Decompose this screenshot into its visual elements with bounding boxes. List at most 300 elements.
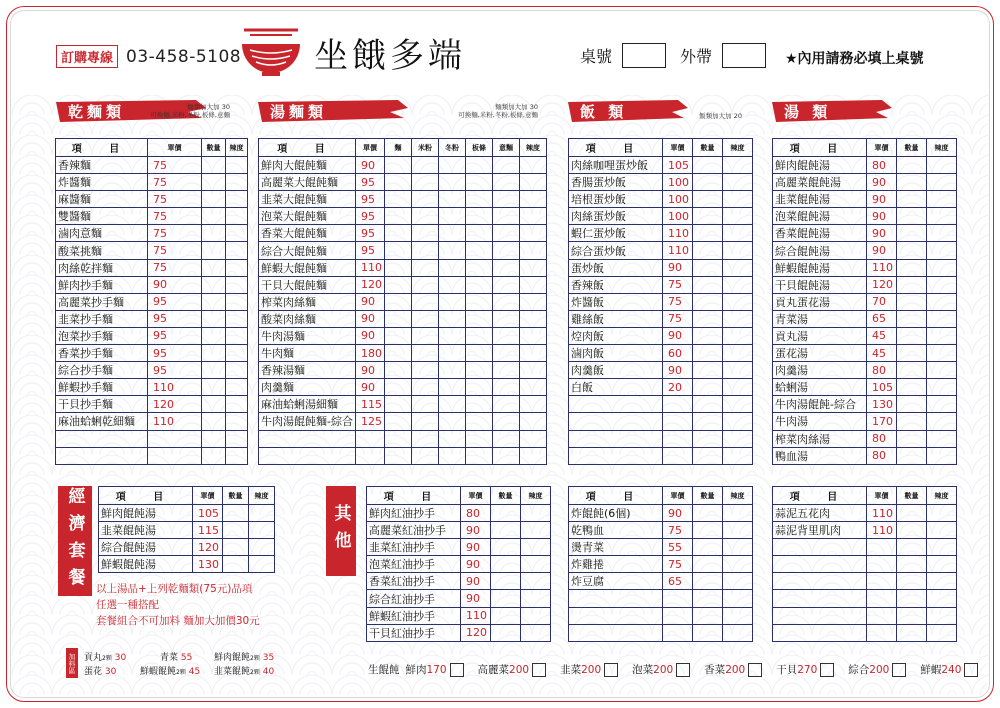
spicy-cell[interactable] <box>521 539 551 556</box>
table-row <box>56 413 248 430</box>
quantity-cell[interactable] <box>897 522 927 539</box>
spicy-cell[interactable] <box>519 379 546 396</box>
spicy-cell[interactable] <box>519 345 546 362</box>
quantity-cell[interactable] <box>202 430 226 447</box>
quantity-cell[interactable] <box>693 413 723 430</box>
item-price: 75 <box>148 191 202 208</box>
item-price: 90 <box>867 174 897 191</box>
quantity-cell[interactable] <box>202 327 226 344</box>
spicy-cell[interactable] <box>519 174 546 191</box>
spicy-cell[interactable] <box>927 276 957 293</box>
quantity-cell[interactable] <box>384 174 411 191</box>
quantity-cell[interactable] <box>693 310 723 327</box>
combo-note <box>96 581 260 629</box>
spicy-cell[interactable] <box>927 590 957 607</box>
quantity-cell[interactable] <box>897 505 927 522</box>
spicy-cell[interactable] <box>521 505 551 522</box>
quantity-cell[interactable] <box>384 379 411 396</box>
spicy-cell[interactable] <box>519 208 546 225</box>
quantity-cell[interactable] <box>693 505 723 522</box>
quantity-cell[interactable] <box>693 607 723 624</box>
spicy-cell[interactable] <box>521 573 551 590</box>
quantity-cell[interactable] <box>465 157 492 174</box>
quantity-cell[interactable] <box>411 208 438 225</box>
quantity-cell[interactable] <box>202 157 226 174</box>
quantity-cell[interactable] <box>492 396 519 413</box>
item-name: 炸餛飩(6個) <box>569 505 663 522</box>
spicy-cell[interactable] <box>927 225 957 242</box>
quantity-cell[interactable] <box>492 293 519 310</box>
quantity-cell[interactable] <box>465 345 492 362</box>
raw-wonton-checkbox[interactable] <box>532 663 546 677</box>
quantity-cell[interactable] <box>411 225 438 242</box>
quantity-cell[interactable] <box>897 225 927 242</box>
spicy-cell[interactable] <box>519 310 546 327</box>
quantity-cell[interactable] <box>384 293 411 310</box>
quantity-cell[interactable] <box>411 276 438 293</box>
quantity-cell[interactable] <box>384 327 411 344</box>
table-row <box>367 505 551 522</box>
quantity-cell[interactable] <box>202 191 226 208</box>
quantity-cell[interactable] <box>438 276 465 293</box>
quantity-cell[interactable] <box>491 573 521 590</box>
spicy-cell[interactable] <box>226 413 248 430</box>
addon-item <box>140 664 200 677</box>
quantity-cell[interactable] <box>202 396 226 413</box>
spicy-cell[interactable] <box>723 379 753 396</box>
spicy-cell[interactable] <box>927 379 957 396</box>
spicy-cell[interactable] <box>723 522 753 539</box>
quantity-cell[interactable] <box>465 327 492 344</box>
spicy-cell[interactable] <box>519 447 546 464</box>
quantity-cell[interactable] <box>384 276 411 293</box>
quantity-cell[interactable] <box>384 208 411 225</box>
spicy-cell[interactable] <box>723 208 753 225</box>
quantity-cell[interactable] <box>438 379 465 396</box>
quantity-cell[interactable] <box>411 430 438 447</box>
hotline <box>56 45 241 68</box>
quantity-cell[interactable] <box>438 293 465 310</box>
spicy-cell[interactable] <box>723 430 753 447</box>
item-name: 泡菜紅油抄手 <box>367 556 461 573</box>
spicy-cell[interactable] <box>519 362 546 379</box>
quantity-cell[interactable] <box>202 293 226 310</box>
quantity-cell[interactable] <box>492 191 519 208</box>
quantity-cell[interactable] <box>411 447 438 464</box>
quantity-cell[interactable] <box>693 556 723 573</box>
quantity-cell[interactable] <box>438 413 465 430</box>
quantity-cell[interactable] <box>465 208 492 225</box>
table-row <box>773 413 957 430</box>
quantity-cell[interactable] <box>492 379 519 396</box>
quantity-cell[interactable] <box>897 379 927 396</box>
quantity-cell[interactable] <box>491 556 521 573</box>
spicy-cell[interactable] <box>723 447 753 464</box>
spicy-cell[interactable] <box>226 191 248 208</box>
quantity-cell[interactable] <box>411 379 438 396</box>
table-number-input[interactable] <box>622 43 666 68</box>
spicy-cell[interactable] <box>927 191 957 208</box>
item-name: 干貝抄手麵 <box>56 396 148 413</box>
quantity-cell[interactable] <box>693 430 723 447</box>
quantity-cell[interactable] <box>492 310 519 327</box>
quantity-cell[interactable] <box>491 590 521 607</box>
quantity-cell[interactable] <box>897 539 927 556</box>
quantity-cell[interactable] <box>492 362 519 379</box>
spicy-cell[interactable] <box>519 276 546 293</box>
spicy-cell[interactable] <box>927 345 957 362</box>
quantity-cell[interactable] <box>897 573 927 590</box>
quantity-cell[interactable] <box>693 191 723 208</box>
quantity-cell[interactable] <box>693 396 723 413</box>
quantity-cell[interactable] <box>492 345 519 362</box>
spicy-cell[interactable] <box>519 191 546 208</box>
quantity-cell[interactable] <box>897 242 927 259</box>
spicy-cell[interactable] <box>723 362 753 379</box>
quantity-cell[interactable] <box>465 191 492 208</box>
quantity-cell[interactable] <box>693 242 723 259</box>
item-name: 蛋炒飯 <box>569 259 663 276</box>
quantity-cell[interactable] <box>411 157 438 174</box>
raw-wonton-item <box>632 662 690 677</box>
spicy-cell[interactable] <box>927 573 957 590</box>
quantity-cell[interactable] <box>202 225 226 242</box>
quantity-cell[interactable] <box>411 174 438 191</box>
quantity-cell[interactable] <box>693 259 723 276</box>
spicy-cell[interactable] <box>249 522 275 539</box>
quantity-cell[interactable] <box>491 607 521 624</box>
quantity-cell[interactable] <box>465 242 492 259</box>
spicy-cell[interactable] <box>519 242 546 259</box>
quantity-cell[interactable] <box>693 225 723 242</box>
quantity-cell[interactable] <box>465 430 492 447</box>
spicy-cell[interactable] <box>927 208 957 225</box>
spicy-cell[interactable] <box>927 607 957 624</box>
quantity-cell[interactable] <box>465 447 492 464</box>
quantity-cell[interactable] <box>693 362 723 379</box>
quantity-cell[interactable] <box>202 413 226 430</box>
quantity-cell[interactable] <box>897 590 927 607</box>
item-price: 90 <box>355 310 384 327</box>
quantity-cell[interactable] <box>202 310 226 327</box>
quantity-cell[interactable] <box>384 191 411 208</box>
spicy-cell[interactable] <box>226 430 248 447</box>
quantity-cell[interactable] <box>693 293 723 310</box>
spicy-cell[interactable] <box>723 573 753 590</box>
quantity-cell[interactable] <box>384 259 411 276</box>
quantity-cell[interactable] <box>411 396 438 413</box>
quantity-cell[interactable] <box>897 624 927 641</box>
quantity-cell[interactable] <box>411 293 438 310</box>
spicy-cell[interactable] <box>226 225 248 242</box>
spicy-cell[interactable] <box>927 624 957 641</box>
spicy-cell[interactable] <box>519 157 546 174</box>
quantity-cell[interactable] <box>384 345 411 362</box>
quantity-cell[interactable] <box>693 590 723 607</box>
quantity-cell[interactable] <box>465 174 492 191</box>
spicy-cell[interactable] <box>226 259 248 276</box>
hotline-number[interactable]: 03-458-5108 <box>126 46 242 67</box>
quantity-cell[interactable] <box>384 413 411 430</box>
quantity-cell[interactable] <box>491 505 521 522</box>
spicy-cell[interactable] <box>723 242 753 259</box>
quantity-cell[interactable] <box>693 522 723 539</box>
spicy-cell[interactable] <box>927 242 957 259</box>
quantity-cell[interactable] <box>492 225 519 242</box>
quantity-cell[interactable] <box>438 327 465 344</box>
quantity-cell[interactable] <box>693 208 723 225</box>
column-header-option: 麵 <box>384 139 411 157</box>
quantity-cell[interactable] <box>411 310 438 327</box>
spicy-cell[interactable] <box>723 556 753 573</box>
quantity-cell[interactable] <box>897 556 927 573</box>
spicy-cell[interactable] <box>226 310 248 327</box>
quantity-cell[interactable] <box>491 522 521 539</box>
spicy-cell[interactable] <box>723 310 753 327</box>
quantity-cell[interactable] <box>492 208 519 225</box>
quantity-cell[interactable] <box>897 345 927 362</box>
quantity-cell[interactable] <box>411 345 438 362</box>
spicy-cell[interactable] <box>723 276 753 293</box>
quantity-cell[interactable] <box>492 327 519 344</box>
spicy-cell[interactable] <box>723 327 753 344</box>
quantity-cell[interactable] <box>411 327 438 344</box>
spicy-cell[interactable] <box>249 556 275 573</box>
spicy-cell[interactable] <box>249 505 275 522</box>
spicy-cell[interactable] <box>226 157 248 174</box>
spicy-cell[interactable] <box>226 242 248 259</box>
quantity-cell[interactable] <box>897 174 927 191</box>
quantity-cell[interactable] <box>897 293 927 310</box>
quantity-cell[interactable] <box>384 157 411 174</box>
raw-wonton-checkbox[interactable] <box>748 663 762 677</box>
quantity-cell[interactable] <box>438 259 465 276</box>
quantity-cell[interactable] <box>223 505 249 522</box>
spicy-cell[interactable] <box>723 157 753 174</box>
quantity-cell[interactable] <box>202 259 226 276</box>
spicy-cell[interactable] <box>723 191 753 208</box>
spicy-cell[interactable] <box>519 259 546 276</box>
spicy-cell[interactable] <box>723 259 753 276</box>
quantity-cell[interactable] <box>384 396 411 413</box>
quantity-cell[interactable] <box>411 191 438 208</box>
quantity-cell[interactable] <box>465 276 492 293</box>
quantity-cell[interactable] <box>438 430 465 447</box>
item-name: 韭菜餛飩湯 <box>99 522 193 539</box>
spicy-cell[interactable] <box>723 413 753 430</box>
quantity-cell[interactable] <box>897 430 927 447</box>
quantity-cell[interactable] <box>384 430 411 447</box>
quantity-cell[interactable] <box>438 310 465 327</box>
quantity-cell[interactable] <box>492 259 519 276</box>
raw-wonton-checkbox[interactable] <box>892 663 906 677</box>
quantity-cell[interactable] <box>897 447 927 464</box>
spicy-cell[interactable] <box>226 174 248 191</box>
spicy-cell[interactable] <box>927 413 957 430</box>
spicy-cell[interactable] <box>226 276 248 293</box>
spicy-cell[interactable] <box>519 327 546 344</box>
spicy-cell[interactable] <box>723 396 753 413</box>
quantity-cell[interactable] <box>465 362 492 379</box>
spicy-cell[interactable] <box>927 447 957 464</box>
spicy-cell[interactable] <box>927 539 957 556</box>
quantity-cell[interactable] <box>438 208 465 225</box>
quantity-cell[interactable] <box>384 242 411 259</box>
quantity-cell[interactable] <box>693 327 723 344</box>
quantity-cell[interactable] <box>491 539 521 556</box>
quantity-cell[interactable] <box>465 225 492 242</box>
spicy-cell[interactable] <box>723 225 753 242</box>
quantity-cell[interactable] <box>465 259 492 276</box>
spicy-cell[interactable] <box>927 556 957 573</box>
quantity-cell[interactable] <box>438 345 465 362</box>
spicy-cell[interactable] <box>927 174 957 191</box>
quantity-cell[interactable] <box>693 539 723 556</box>
quantity-cell[interactable] <box>465 413 492 430</box>
quantity-cell[interactable] <box>202 174 226 191</box>
quantity-cell[interactable] <box>438 362 465 379</box>
quantity-cell[interactable] <box>897 607 927 624</box>
quantity-cell[interactable] <box>693 345 723 362</box>
raw-wonton-checkbox[interactable] <box>820 663 834 677</box>
quantity-cell[interactable] <box>897 191 927 208</box>
quantity-cell[interactable] <box>384 362 411 379</box>
table-row <box>569 225 753 242</box>
spicy-cell[interactable] <box>723 607 753 624</box>
spicy-cell[interactable] <box>226 327 248 344</box>
spicy-cell[interactable] <box>521 607 551 624</box>
spicy-cell[interactable] <box>927 396 957 413</box>
quantity-cell[interactable] <box>897 276 927 293</box>
quantity-cell[interactable] <box>465 396 492 413</box>
spicy-cell[interactable] <box>723 174 753 191</box>
spicy-cell[interactable] <box>723 505 753 522</box>
spicy-cell[interactable] <box>519 413 546 430</box>
quantity-cell[interactable] <box>384 310 411 327</box>
quantity-cell[interactable] <box>411 242 438 259</box>
quantity-cell[interactable] <box>897 327 927 344</box>
quantity-cell[interactable] <box>411 259 438 276</box>
raw-wonton-checkbox[interactable] <box>964 663 978 677</box>
raw-wonton-checkbox[interactable] <box>604 663 618 677</box>
quantity-cell[interactable] <box>897 157 927 174</box>
quantity-cell[interactable] <box>438 157 465 174</box>
spicy-cell[interactable] <box>927 327 957 344</box>
spicy-cell[interactable] <box>927 505 957 522</box>
spicy-cell[interactable] <box>226 379 248 396</box>
quantity-cell[interactable] <box>438 242 465 259</box>
spicy-cell[interactable] <box>723 624 753 641</box>
spicy-cell[interactable] <box>927 522 957 539</box>
quantity-cell[interactable] <box>223 556 249 573</box>
spicy-cell[interactable] <box>226 447 248 464</box>
spicy-cell[interactable] <box>927 310 957 327</box>
spicy-cell[interactable] <box>927 362 957 379</box>
quantity-cell[interactable] <box>897 396 927 413</box>
spicy-cell[interactable] <box>519 293 546 310</box>
quantity-cell[interactable] <box>897 208 927 225</box>
quantity-cell[interactable] <box>438 174 465 191</box>
spicy-cell[interactable] <box>521 522 551 539</box>
quantity-cell[interactable] <box>897 362 927 379</box>
spicy-cell[interactable] <box>226 208 248 225</box>
quantity-cell[interactable] <box>223 539 249 556</box>
quantity-cell[interactable] <box>202 379 226 396</box>
quantity-cell[interactable] <box>897 259 927 276</box>
takeout-input[interactable] <box>722 43 766 68</box>
quantity-cell[interactable] <box>202 447 226 464</box>
spicy-cell[interactable] <box>723 590 753 607</box>
quantity-cell[interactable] <box>693 624 723 641</box>
quantity-cell[interactable] <box>492 174 519 191</box>
quantity-cell[interactable] <box>465 293 492 310</box>
quantity-cell[interactable] <box>492 276 519 293</box>
spicy-cell[interactable] <box>519 225 546 242</box>
quantity-cell[interactable] <box>411 413 438 430</box>
quantity-cell[interactable] <box>384 225 411 242</box>
quantity-cell[interactable] <box>491 624 521 641</box>
quantity-cell[interactable] <box>411 362 438 379</box>
spicy-cell[interactable] <box>521 556 551 573</box>
spicy-cell[interactable] <box>723 293 753 310</box>
quantity-cell[interactable] <box>465 379 492 396</box>
quantity-cell[interactable] <box>897 310 927 327</box>
quantity-cell[interactable] <box>693 379 723 396</box>
spicy-cell[interactable] <box>226 293 248 310</box>
spicy-cell[interactable] <box>226 362 248 379</box>
quantity-cell[interactable] <box>438 191 465 208</box>
spicy-cell[interactable] <box>519 430 546 447</box>
quantity-cell[interactable] <box>693 174 723 191</box>
quantity-cell[interactable] <box>492 413 519 430</box>
quantity-cell[interactable] <box>202 345 226 362</box>
spicy-cell[interactable] <box>519 396 546 413</box>
quantity-cell[interactable] <box>223 522 249 539</box>
quantity-cell[interactable] <box>492 447 519 464</box>
spicy-cell[interactable] <box>723 345 753 362</box>
quantity-cell[interactable] <box>465 310 492 327</box>
spicy-cell[interactable] <box>927 157 957 174</box>
spicy-cell[interactable] <box>927 430 957 447</box>
quantity-cell[interactable] <box>384 447 411 464</box>
quantity-cell[interactable] <box>693 276 723 293</box>
spicy-cell[interactable] <box>927 293 957 310</box>
quantity-cell[interactable] <box>438 396 465 413</box>
spicy-cell[interactable] <box>521 624 551 641</box>
spicy-cell[interactable] <box>521 590 551 607</box>
quantity-cell[interactable] <box>202 276 226 293</box>
quantity-cell[interactable] <box>438 225 465 242</box>
quantity-cell[interactable] <box>492 157 519 174</box>
spicy-cell[interactable] <box>226 396 248 413</box>
quantity-cell[interactable] <box>897 413 927 430</box>
spicy-cell[interactable] <box>249 539 275 556</box>
raw-wonton-checkbox[interactable] <box>450 663 464 677</box>
quantity-cell[interactable] <box>492 430 519 447</box>
quantity-cell[interactable] <box>693 447 723 464</box>
quantity-cell[interactable] <box>202 208 226 225</box>
spicy-cell[interactable] <box>927 259 957 276</box>
raw-wonton-checkbox[interactable] <box>676 663 690 677</box>
spicy-cell[interactable] <box>723 539 753 556</box>
quantity-cell[interactable] <box>202 242 226 259</box>
spicy-cell[interactable] <box>226 345 248 362</box>
quantity-cell[interactable] <box>492 242 519 259</box>
quantity-cell[interactable] <box>202 362 226 379</box>
quantity-cell[interactable] <box>693 157 723 174</box>
quantity-cell[interactable] <box>438 447 465 464</box>
quantity-cell[interactable] <box>693 573 723 590</box>
